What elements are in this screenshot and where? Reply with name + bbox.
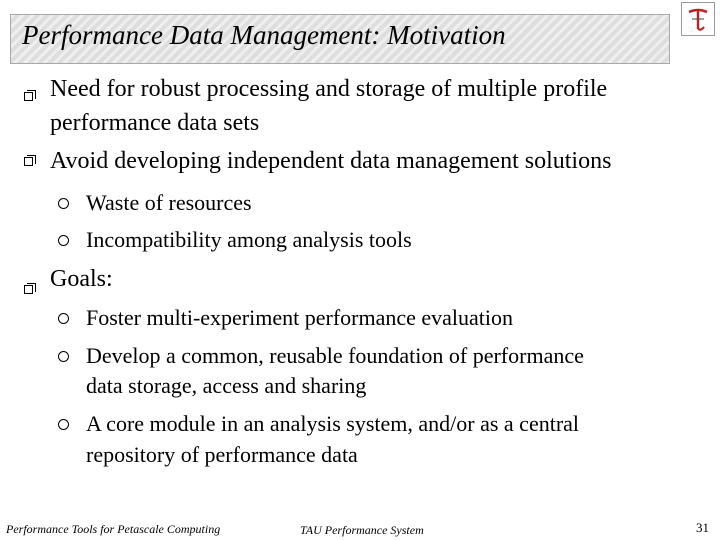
sub-bullet-text: Waste of resources xyxy=(86,190,252,215)
bullet-text: Avoid developing independent data management solutions xyxy=(50,148,612,174)
bullet-square-icon xyxy=(24,92,33,101)
page-number: 31 xyxy=(696,520,709,535)
sub-bullet-text-continued: repository of performance data xyxy=(86,442,358,467)
sub-bullet-text: Foster multi-experiment performance evaluation xyxy=(86,305,514,330)
bullet-square-icon xyxy=(24,285,33,294)
bullet-text-continued: performance data sets xyxy=(50,110,260,136)
bullet-text: Need for robust processing and storage of multiple profile xyxy=(50,76,608,102)
sub-bullet-text-continued: data storage, access and sharing xyxy=(86,373,367,398)
goals-label: Goals: xyxy=(50,266,113,292)
footer-center: TAU Performance System xyxy=(300,523,424,537)
bullet-square-icon xyxy=(24,157,33,166)
sub-bullet-circle-icon xyxy=(58,313,69,324)
sub-bullet-circle-icon xyxy=(58,351,69,362)
sub-bullet-text: Develop a common, reusable foundation of performance xyxy=(86,343,584,368)
sub-bullet-circle-icon xyxy=(58,198,69,209)
slide-title: Performance Data Management: Motivation xyxy=(22,20,506,50)
tau-logo-icon xyxy=(681,2,715,36)
sub-bullet-text: A core module in an analysis system, and/or as a central xyxy=(86,411,580,436)
sub-bullet-circle-icon xyxy=(58,419,69,430)
sub-bullet-text: Incompatibility among analysis tools xyxy=(86,227,412,252)
sub-bullet-circle-icon xyxy=(58,235,69,246)
footer-left: Performance Tools for Petascale Computing xyxy=(6,522,221,536)
